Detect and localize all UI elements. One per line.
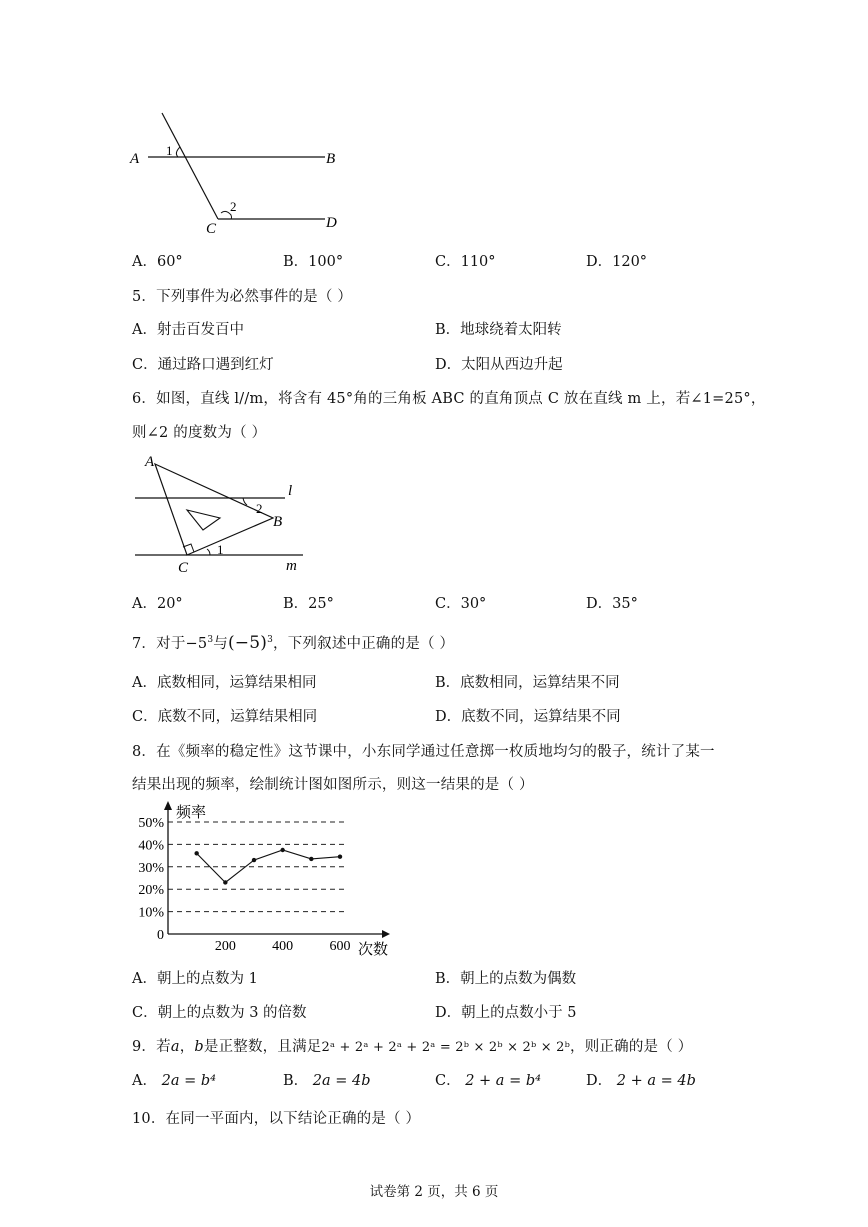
q7-expr1-base: −5 [185,636,208,652]
q9-option-b-label: B． [283,1073,309,1089]
q7-option-b: B．底数相同，运算结果不同 [435,675,620,691]
q5-option-b: B．地球绕着太阳转 [435,322,562,338]
series-points [194,848,342,885]
q4-option-b: B．100° [283,254,344,270]
q6-option-b: B．25° [283,596,334,612]
label-b: B [326,151,336,167]
q6-option-a: A．20° [132,596,183,612]
label-angle2: 2 [256,501,263,516]
q8-option-a: A．朝上的点数为 1 [132,971,258,987]
transversal [162,113,218,219]
y-tick-label: 20% [138,883,164,899]
q7-mid: 与 [213,636,228,652]
q4-option-a: A．60° [132,254,183,270]
x-tick-labels [215,939,351,954]
data-point-3 [280,848,284,852]
x-axis-arrow [382,930,390,938]
y-axis-arrow [164,801,172,810]
q9-option-b [283,1069,371,1090]
y-tick-label: 40% [138,838,164,854]
label-m: m [286,558,297,574]
x-tick-label: 600 [329,939,351,954]
q5-stem: 5．下列事件为必然事件的是（ ） [132,289,353,305]
q7-expr2-exp: 3 [267,635,274,646]
data-point-5 [338,855,342,859]
q9-equation: 2ᵃ + 2ᵃ + 2ᵃ + 2ᵃ = 2ᵇ × 2ᵇ × 2ᵇ × 2ᵇ [321,1040,571,1055]
q9-option-a-expr: 2a = b⁴ [161,1073,216,1089]
frequency-chart [120,798,400,963]
q7-prefix: 7．对于 [132,636,186,652]
y-tick-label: 30% [138,860,164,876]
q9-option-d [586,1069,696,1090]
q7-suffix: ，下列叙述中正确的是（ ） [273,636,455,652]
q5-option-c: C．通过路口遇到红灯 [132,357,274,373]
x-axis-label: 次数 [358,942,389,958]
q7-option-d: D．底数不同，运算结果不同 [435,709,621,725]
triangle-hole [187,510,220,530]
q9-option-c-expr: 2 + a = b⁴ [465,1073,541,1089]
q7-stem [132,632,454,653]
q9-mid: 是正整数，且满足 [203,1039,322,1055]
q9-var-b: b [194,1039,204,1055]
y-tick-label: 0 [157,928,164,943]
q9-option-d-label: D． [586,1073,613,1089]
q9-stem [132,1035,692,1056]
label-angle1: 1 [217,542,224,557]
angle1-arc [176,147,180,157]
q9-sep: ， [179,1039,195,1055]
q7-expr1 [186,636,214,652]
q6-option-c: C．30° [435,596,487,612]
y-axis-label: 频率 [176,805,207,821]
q9-var-a: a [170,1039,180,1055]
angle1-arc [207,549,210,555]
q8-option-c: C．朝上的点数为 3 的倍数 [132,1005,307,1021]
y-tick-labels [138,816,164,943]
data-point-4 [309,857,313,861]
label-l: l [288,483,293,499]
q9-option-a-label: A． [132,1073,157,1089]
label-angle2: 2 [230,199,237,214]
y-tick-label: 50% [138,816,164,831]
data-point-1 [223,880,227,884]
q10-stem: 10．在同一平面内，以下结论正确的是（ ） [132,1111,421,1127]
label-c: C [178,560,189,575]
q8-stem-line2: 结果出现的频率，绘制统计图如图所示，则这一结果的是（ ） [132,777,534,793]
q6-stem-line1: 6．如图，直线 l//m，将含有 45°角的三角板 ABC 的直角顶点 C 放在直线 m 上，若∠1=25°， [132,391,766,407]
label-d: D [326,215,337,231]
x-tick-label: 200 [214,939,236,954]
q8-stem-line1: 8．在《频率的稳定性》这节课中，小东同学通过任意掷一枚质地均匀的骰子，统计了某一 [132,744,715,760]
q4-option-d: D．120° [586,254,648,270]
label-a: A [145,454,155,470]
q6-option-d: D．35° [586,596,638,612]
q4-option-c: C．110° [435,254,496,270]
series-line [197,850,340,882]
q7-expr1-exp: 3 [207,635,214,646]
q5-option-a: A．射击百发百中 [132,322,244,338]
page-footer: 试卷第 2 页，共 6 页 [369,1184,499,1200]
figure-triangle-parallel [125,450,315,575]
label-angle1: 1 [166,143,173,158]
q7-expr2-base: (−5) [227,633,268,653]
q9-option-a [132,1069,216,1090]
label-a: A [130,151,140,167]
q8-option-b: B．朝上的点数为偶数 [435,971,577,987]
q6-stem-line2: 则∠2 的度数为（ ） [132,425,267,441]
data-point-2 [252,858,256,862]
label-b: B [273,514,283,530]
q9-suffix: ，则正确的是（ ） [570,1039,693,1055]
q7-expr2 [227,633,274,653]
label-c: C [206,221,217,237]
q9-option-c [435,1069,541,1090]
q9-option-d-expr: 2 + a = 4b [616,1073,696,1089]
q5-option-d: D．太阳从西边升起 [435,357,563,373]
data-point-0 [194,851,198,855]
q9-option-b-expr: 2a = 4b [312,1073,371,1089]
q7-option-a: A．底数相同，运算结果相同 [132,675,317,691]
chart-grid [168,822,346,912]
q9-prefix: 9．若 [132,1039,171,1055]
q9-option-c-label: C． [435,1073,461,1089]
x-tick-label: 400 [272,939,294,954]
y-tick-label: 10% [138,905,164,921]
figure-parallel-lines [120,105,360,240]
q7-option-c: C．底数不同，运算结果相同 [132,709,318,725]
q8-option-d: D．朝上的点数小于 5 [435,1005,577,1021]
